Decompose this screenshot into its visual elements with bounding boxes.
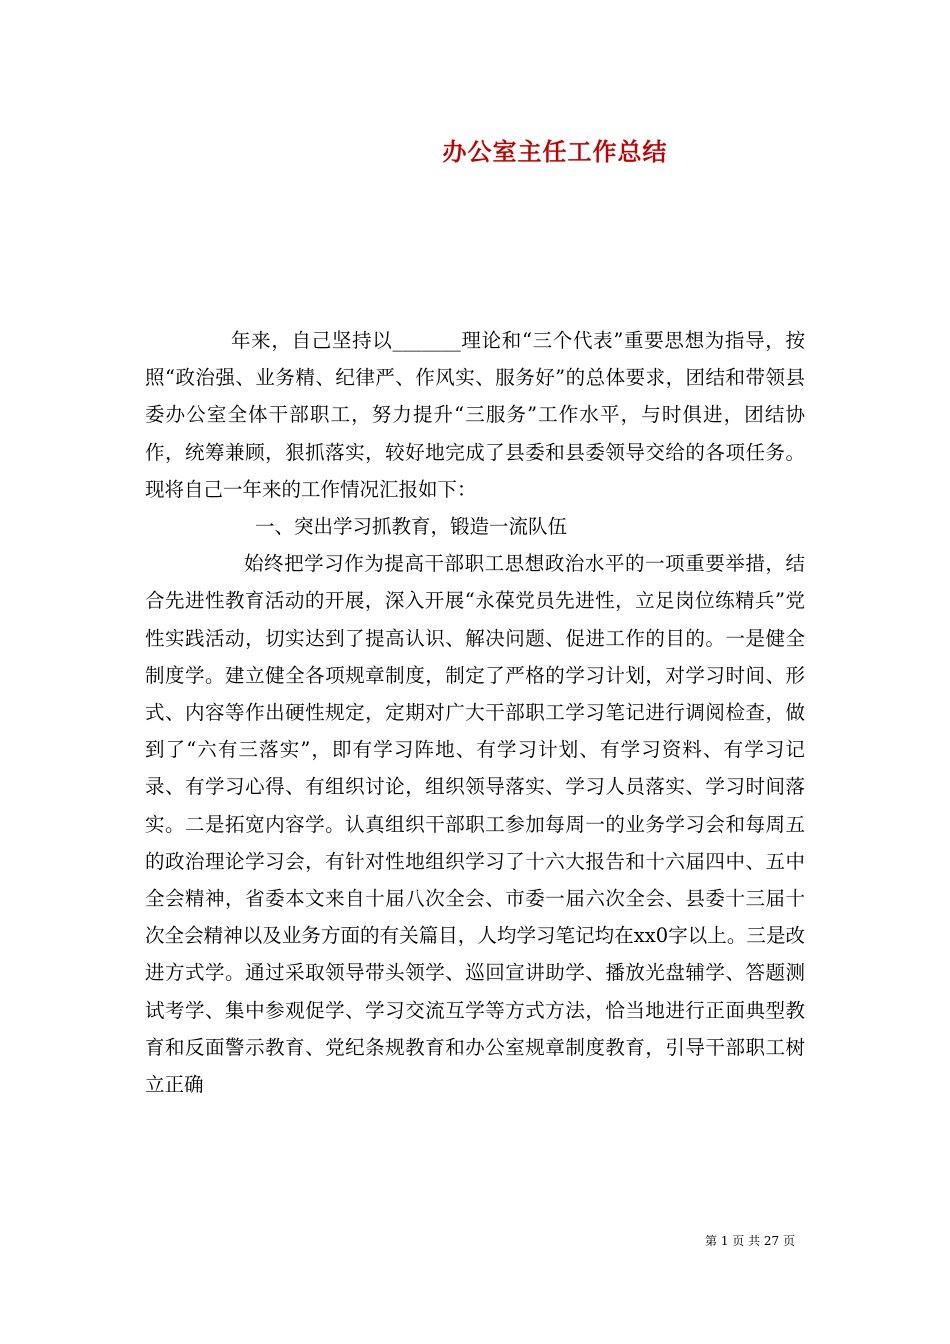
intro-paragraph: 年来，自己坚持以_______理论和“三个代表”重要思想为指导，按照“政治强、业务精、纪律严、作风实、服务好”的总体要求，团结和带领县委办公室全体干部职工，努力提升“三服务”工作水平，与时俱进，团结协作，统筹兼顾，狠抓落实，较好地完成了县委和县委领导交给的各项任务。现将自己一年来的工作情况汇报如下： [145, 329, 805, 501]
section-heading: 一、突出学习抓教育，锻造一流队伍 [255, 515, 568, 539]
page-number-footer: 第 1 页 共 27 页 [705, 1234, 795, 1248]
document-body [145, 322, 805, 1103]
body-paragraph: 始终把学习作为提高干部职工思想政治水平的一项重要举措，结合先进性教育活动的开展，深入开展“永葆党员先进性，立足岗位练精兵”党性实践活动，切实达到了提高认识、解决问题、促进工作的目的。一是健全制度学。建立健全各项规章制度，制定了严格的学习计划，对学习时间、形式、内容等作出硬性规定，定期对广大干部职工学习笔记进行调阅检查，做到了“六有三落实”，即有学习阵地、有学习计划、有学习资料、有学习记录、有学习心得、有组织讨论，组织领导落实、学习人员落实、学习时间落实。二是拓宽内容学。认真组织干部职工参加每周一的业务学习会和每周五的政治理论学习会，有针对性地组织学习了十六大报告和十六届四中、五中全会精神，省委本文来自十届八次全会、市委一届六次全会、县委十三届十次全会精神以及业务方面的有关篇目，人均学习笔记均在xx0字以上。三是改进方式学。通过采取领导带头领学、巡回宣讲助学、播放光盘辅学、答题测试考学、集中参观促学、学习交流互学等方式方法，恰当地进行正面典型教育和反面警示教育、党纪条规教育和办公室规章制度教育，引导干部职工树立正确 [145, 552, 805, 1097]
document-title: 办公室主任工作总结 [442, 137, 668, 166]
